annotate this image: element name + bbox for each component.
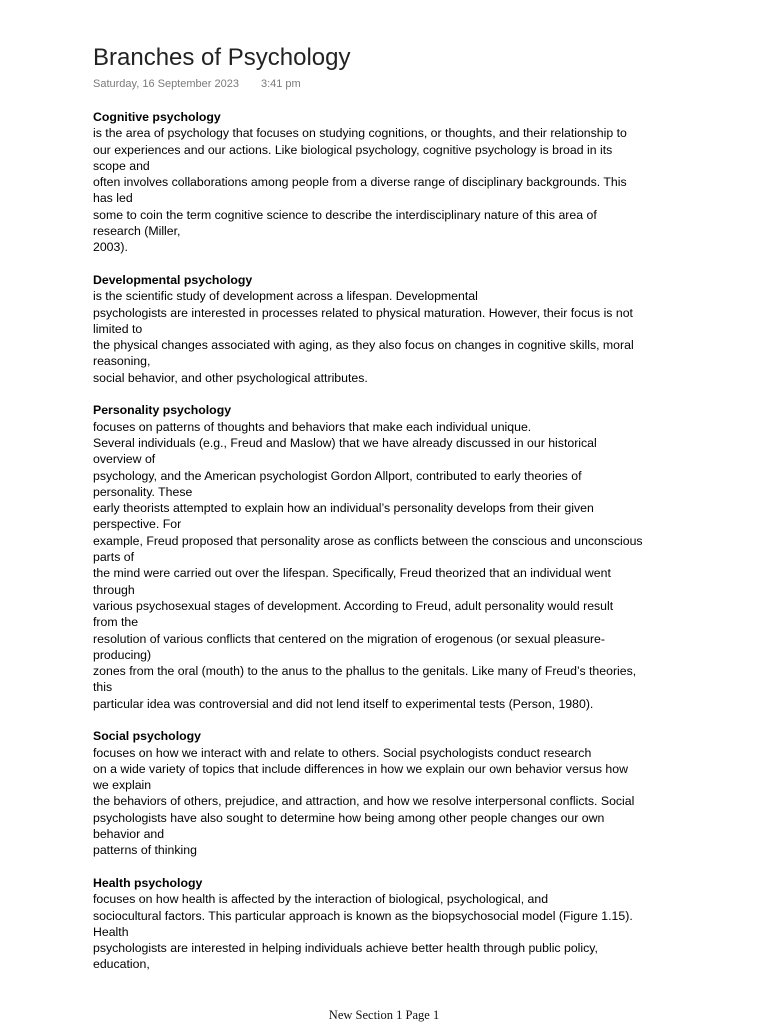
section-text-line: zones from the oral (mouth) to the anus to the phallus to the genitals. Like many of Freud’s theories, — [93, 664, 637, 679]
section-spacer — [93, 712, 683, 728]
section-spacer — [93, 386, 683, 402]
section-text-line: Several individuals (e.g., Freud and Maslow) that we have already discussed in our historical — [93, 435, 597, 450]
section-text-line: has led — [93, 191, 133, 206]
section-text-line: education, — [93, 957, 150, 972]
page-footer: New Section 1 Page 1 — [328, 1008, 440, 1022]
section-text-line: we explain — [93, 778, 152, 793]
section-text-line: research (Miller, — [93, 224, 181, 239]
section-text-line: through — [93, 582, 135, 597]
section-text-line: 2003). — [93, 240, 128, 255]
section-text-line: sociocultural factors. This particular approach is known as the biopsychosocial model (Figure 1.15). — [93, 908, 633, 923]
section-text-line: limited to — [93, 321, 143, 336]
section-heading: Developmental psychology — [93, 272, 253, 287]
section-text-line: social behavior, and other psychological attributes. — [93, 370, 368, 385]
section-text-line: the physical changes associated with aging, as they also focus on changes in cognitive skills, moral — [93, 338, 634, 353]
page-title: Branches of Psychology — [93, 44, 351, 71]
section-text-line: often involves collaborations among people from a diverse range of disciplinary backgrounds. This — [93, 175, 627, 190]
section-text-line: psychology, and the American psychologist Gordon Allport, contributed to early theories of — [93, 468, 582, 483]
page-time: 3:41 pm — [260, 78, 301, 90]
section-text-line: reasoning, — [93, 354, 151, 369]
note-body — [93, 109, 683, 973]
section-text-line: Health — [93, 924, 129, 939]
section-text-line: is the area of psychology that focuses on studying cognitions, or thoughts, and their relationship to — [93, 126, 627, 141]
section-text-line: some to coin the term cognitive science to describe the interdisciplinary nature of this area of — [93, 207, 597, 222]
section-text-line: is the scientific study of development across a lifespan. Developmental — [93, 289, 478, 304]
section-heading: Health psychology — [93, 875, 203, 890]
section-text-line: focuses on how health is affected by the interaction of biological, psychological, and — [93, 892, 549, 907]
section-text-line: producing) — [93, 647, 152, 662]
section-text-line: resolution of various conflicts that centered on the migration of erogenous (or sexual pleasure- — [93, 631, 605, 646]
section-heading: Personality psychology — [93, 403, 232, 418]
section-text-line: particular idea was controversial and did not lend itself to experimental tests (Person, 1980). — [93, 696, 594, 711]
section-spacer — [93, 256, 683, 272]
section-spacer — [93, 859, 683, 875]
section-text-line: the mind were carried out over the lifespan. Specifically, Freud theorized that an individual went — [93, 566, 611, 581]
section-text-line: parts of — [93, 550, 135, 565]
section-text-line: our experiences and our actions. Like biological psychology, cognitive psychology is broad in its — [93, 142, 613, 157]
page-meta — [93, 78, 301, 90]
section-text-line: psychologists are interested in processes related to physical maturation. However, their focus is not — [93, 305, 633, 320]
section-text-line: focuses on patterns of thoughts and behaviors that make each individual unique. — [93, 419, 532, 434]
section-text-line: psychologists have also sought to determine how being among other people changes our own — [93, 810, 605, 825]
section-text-line: focuses on how we interact with and relate to others. Social psychologists conduct research — [93, 745, 592, 760]
section-text-line: scope and — [93, 158, 150, 173]
section-text-line: perspective. For — [93, 517, 182, 532]
section-heading: Cognitive psychology — [93, 110, 221, 124]
section-text-line: on a wide variety of topics that include differences in how we explain our own behavior versus how — [93, 761, 628, 776]
section-text-line: this — [93, 680, 113, 695]
section-text-line: overview of — [93, 452, 156, 467]
section-text-line: psychologists are interested in helping individuals achieve better health through public policy, — [93, 941, 598, 956]
section-text-line: patterns of thinking — [93, 843, 197, 858]
section-text-line: early theorists attempted to explain how an individual’s personality develops from their given — [93, 501, 594, 516]
section-text-line: behavior and — [93, 827, 165, 842]
section-text-line: various psychosexual stages of development. According to Freud, adult personality would result — [93, 598, 614, 613]
section-text-line: example, Freud proposed that personality arose as conflicts between the conscious and unconscious — [93, 533, 643, 548]
section-text-line: from the — [93, 615, 139, 630]
section-text-line: personality. These — [93, 484, 193, 499]
section-heading: Social psychology — [93, 729, 201, 744]
page-date: Saturday, 16 September 2023 — [93, 78, 239, 90]
section-text-line: the behaviors of others, prejudice, and attraction, and how we resolve interpersonal conflicts. Social — [93, 794, 635, 809]
